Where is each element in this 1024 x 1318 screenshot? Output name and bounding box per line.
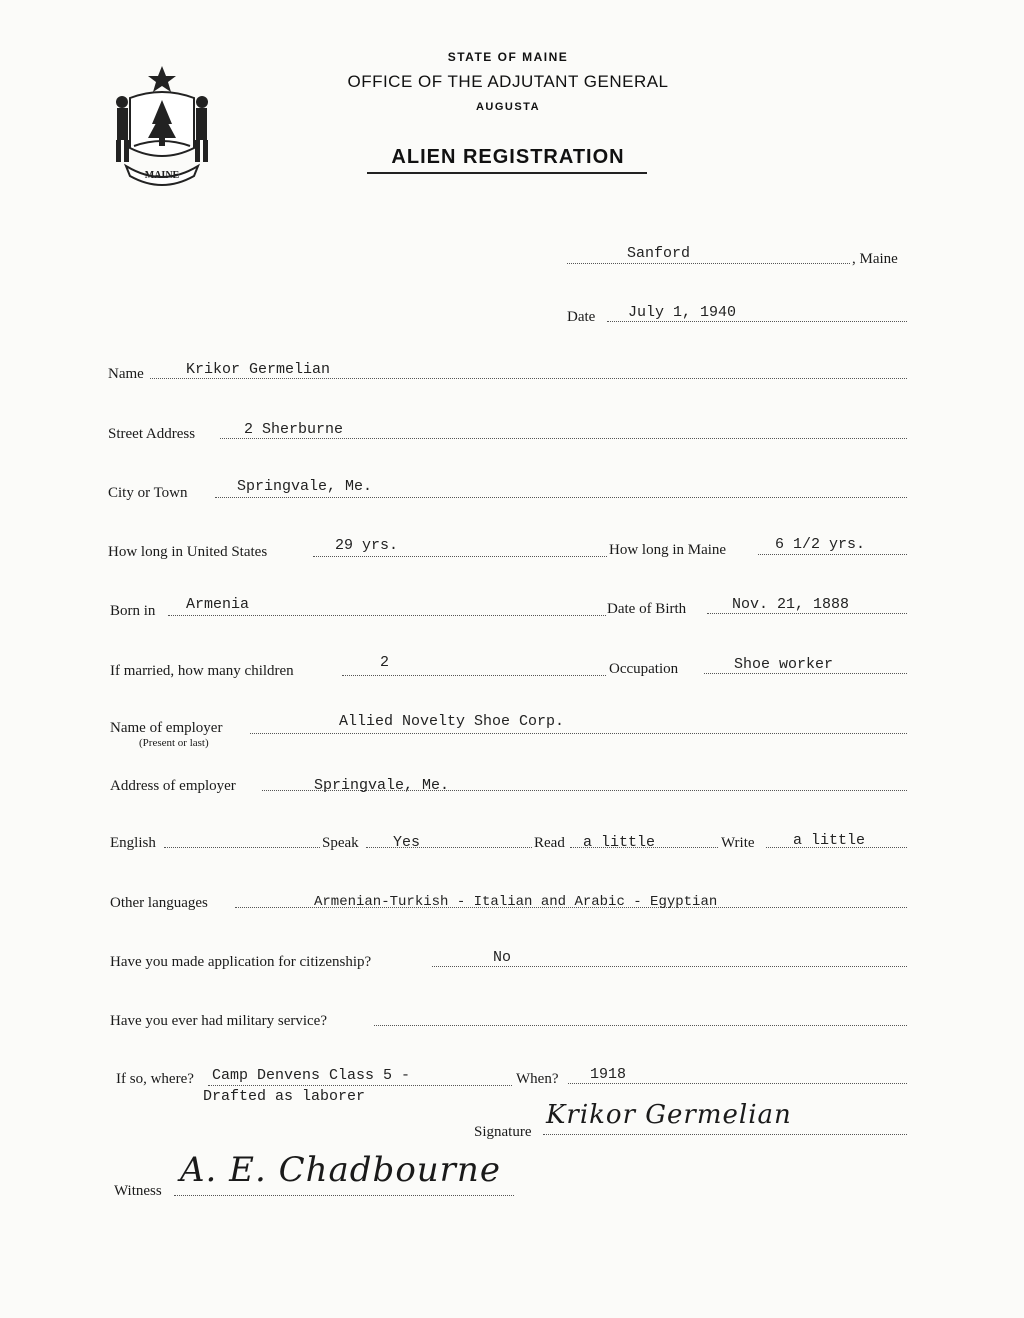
employer-label: Name of employer bbox=[110, 720, 223, 736]
occupation-value: Shoe worker bbox=[734, 656, 834, 673]
when-label: When? bbox=[516, 1071, 559, 1087]
office-heading: OFFICE OF THE ADJUTANT GENERAL bbox=[347, 72, 669, 91]
city-label: City or Town bbox=[108, 485, 188, 501]
english-label: English bbox=[110, 835, 156, 851]
date-line bbox=[607, 321, 907, 322]
employer-sublabel: (Present or last) bbox=[139, 737, 209, 749]
other-languages-value: Armenian-Turkish - Italian and Arabic - Egyptian bbox=[314, 894, 718, 910]
citizenship-label: Have you made application for citizenship? bbox=[110, 954, 372, 970]
town-line bbox=[567, 263, 850, 264]
witness-handwritten: A. E. Chadbourne bbox=[180, 1150, 501, 1190]
name-label: Name bbox=[108, 366, 144, 382]
city-line bbox=[215, 497, 907, 498]
where-value-line2: Drafted as laborer bbox=[203, 1088, 366, 1105]
maine-years-line bbox=[758, 554, 907, 555]
when-value: 1918 bbox=[590, 1066, 627, 1083]
dob-line bbox=[707, 613, 907, 614]
occupation-line bbox=[704, 673, 907, 674]
speak-label: Speak bbox=[322, 835, 359, 851]
city-heading: AUGUSTA bbox=[475, 101, 541, 113]
read-value: a little bbox=[583, 834, 656, 851]
write-value: a little bbox=[793, 832, 866, 849]
title-underline bbox=[367, 172, 647, 174]
employer-address-label: Address of employer bbox=[110, 778, 236, 794]
us-years-line bbox=[313, 556, 607, 557]
speak-value: Yes bbox=[393, 834, 421, 851]
street-line bbox=[220, 438, 907, 439]
where-line bbox=[208, 1085, 512, 1086]
children-line bbox=[342, 675, 606, 676]
street-label: Street Address bbox=[108, 426, 196, 442]
signature-label: Signature bbox=[474, 1124, 532, 1140]
where-value: Camp Denvens Class 5 - bbox=[212, 1067, 411, 1084]
born-value: Armenia bbox=[186, 596, 250, 613]
maine-suffix: , Maine bbox=[852, 251, 898, 267]
us-years-label: How long in United States bbox=[108, 544, 268, 560]
read-label: Read bbox=[534, 835, 565, 851]
speak-line bbox=[366, 847, 532, 848]
witness-line bbox=[174, 1195, 514, 1196]
date-label: Date bbox=[567, 309, 596, 325]
english-line bbox=[164, 847, 320, 848]
date-value: July 1, 1940 bbox=[628, 304, 737, 321]
dob-label: Date of Birth bbox=[607, 601, 687, 617]
form-title: ALIEN REGISTRATION bbox=[391, 146, 625, 168]
military-label: Have you ever had military service? bbox=[110, 1013, 327, 1029]
svg-text:MAINE: MAINE bbox=[144, 170, 180, 181]
employer-line bbox=[250, 733, 907, 734]
write-label: Write bbox=[721, 835, 755, 851]
citizenship-value: No bbox=[493, 949, 512, 966]
born-line bbox=[168, 615, 606, 616]
children-label: If married, how many children bbox=[110, 663, 294, 679]
occupation-label: Occupation bbox=[609, 661, 679, 677]
born-label: Born in bbox=[110, 603, 156, 619]
citizenship-line bbox=[432, 966, 907, 967]
other-languages-label: Other languages bbox=[110, 895, 208, 911]
us-years-value: 29 yrs. bbox=[335, 537, 399, 554]
signature-handwritten: Krikor Germelian bbox=[546, 1100, 792, 1130]
street-value: 2 Sherburne bbox=[244, 421, 344, 438]
where-label: If so, where? bbox=[116, 1071, 194, 1087]
witness-label: Witness bbox=[114, 1183, 162, 1199]
city-value: Springvale, Me. bbox=[237, 478, 373, 495]
employer-address-value: Springvale, Me. bbox=[314, 777, 450, 794]
town-value: Sanford bbox=[627, 245, 691, 262]
dob-value: Nov. 21, 1888 bbox=[732, 596, 850, 613]
children-value: 2 bbox=[380, 654, 390, 671]
name-line bbox=[150, 378, 907, 379]
maine-years-value: 6 1/2 yrs. bbox=[775, 536, 866, 553]
maine-years-label: How long in Maine bbox=[609, 542, 727, 558]
employer-value: Allied Novelty Shoe Corp. bbox=[339, 713, 565, 730]
state-heading: STATE OF MAINE bbox=[447, 50, 569, 64]
military-line bbox=[374, 1025, 907, 1026]
signature-line bbox=[543, 1134, 907, 1135]
when-line bbox=[568, 1083, 907, 1084]
name-value: Krikor Germelian bbox=[186, 361, 331, 378]
